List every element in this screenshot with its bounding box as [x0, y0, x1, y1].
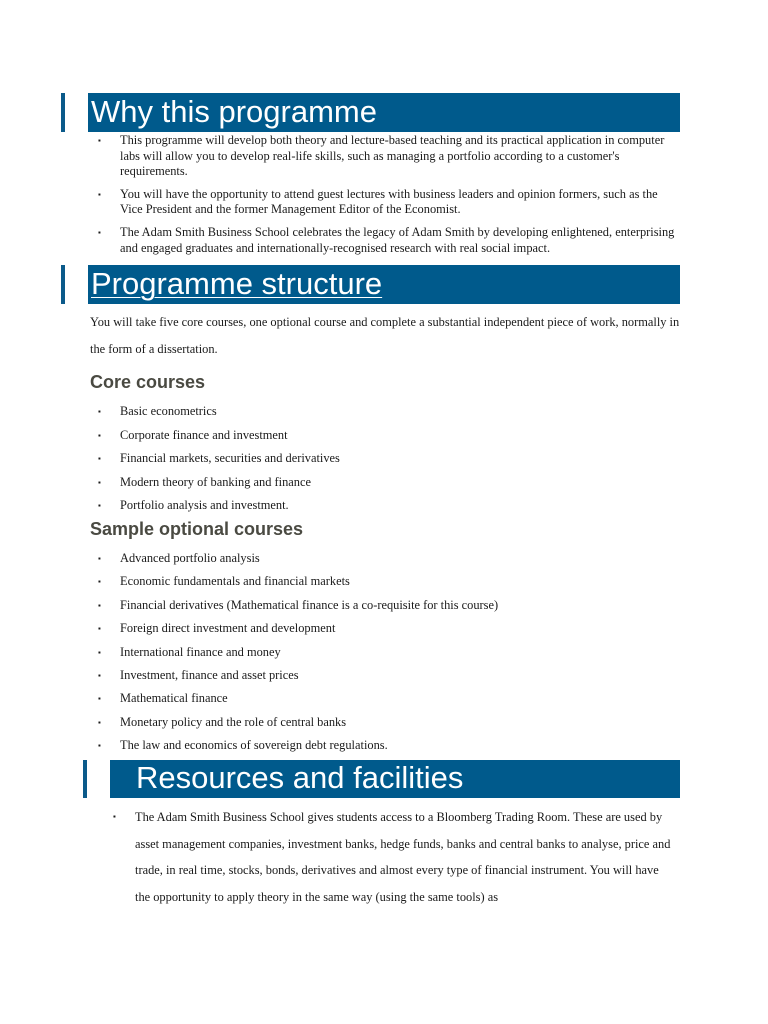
list-item: ▪ The law and economics of sovereign debt regulations. [90, 734, 682, 757]
list-item: ▪ The Adam Smith Business School gives students access to a Bloomberg Trading Room. These are used by asset management companies, investment banks, hedge funds, banks and central banks to analyse, price and trade, in real time, stocks, bonds, derivatives and almost every type of financial instrument. You will have the opportunity to apply theory in the same way (using the same tools) as [105, 804, 675, 910]
bullet-icon: ▪ [98, 624, 101, 634]
list-item: ▪ Advanced portfolio analysis [90, 547, 682, 570]
list-item: ▪ Investment, finance and asset prices [90, 664, 682, 687]
list-item: ▪ You will have the opportunity to attend guest lectures with business leaders and opinion formers, such as the Vice President and the former Management Editor of the Economist. [98, 186, 658, 217]
list-item: ▪ Financial derivatives (Mathematical finance is a co-requisite for this course) [90, 594, 682, 617]
list-item: ▪ Economic fundamentals and financial markets [90, 570, 682, 593]
bullet-icon: ▪ [98, 554, 101, 563]
list-item: ▪ Foreign direct investment and development [90, 617, 682, 640]
bullet-icon: ▪ [98, 501, 101, 510]
list-item: ▪ Financial markets, securities and derivatives [90, 447, 682, 471]
optional-courses-list [90, 547, 682, 758]
structure-intro: You will take five core courses, one optional course and complete a substantial independent piece of work, normally in the form of a dissertation. [90, 315, 680, 356]
section-heading-structure [88, 265, 680, 304]
list-item: ▪ Portfolio analysis and investment. [90, 494, 682, 518]
bullet-icon: ▪ [98, 189, 101, 199]
bullet-icon: ▪ [98, 136, 101, 145]
bullet-icon: ▪ [98, 694, 101, 704]
list-item: ▪ Mathematical finance [90, 687, 682, 710]
bullet-icon: ▪ [98, 577, 101, 587]
list-item: ▪ This programme will develop both theory and lecture-based teaching and its practical application in computer labs will allow you to develop real-life skills, such as managing a portfolio according to a customer's requirements. [98, 133, 665, 179]
bullet-icon: ▪ [98, 430, 101, 440]
list-item: ▪ The Adam Smith Business School celebrates the legacy of Adam Smith by developing enlightened, enterprising and engaged graduates and internationally-recognised research with real social impact. [98, 224, 675, 255]
accent-bar-structure [61, 265, 65, 304]
bullet-icon: ▪ [98, 741, 101, 751]
list-item: ▪ Corporate finance and investment [90, 424, 682, 448]
list-item: ▪ Basic econometrics [90, 400, 682, 424]
list-item: ▪ International finance and money [90, 641, 682, 664]
why-bullet-list [90, 133, 682, 256]
bullet-icon: ▪ [98, 717, 101, 727]
bullet-icon: ▪ [98, 227, 101, 237]
optional-courses-heading: Sample optional courses [90, 519, 304, 539]
section-heading-resources [110, 760, 680, 798]
section-heading-resources-text: Resources and facilities [136, 760, 464, 795]
accent-bar-resources [83, 760, 87, 798]
bullet-icon: ▪ [98, 671, 101, 681]
bullet-icon: ▪ [98, 647, 101, 657]
resources-bullet-list [105, 804, 675, 910]
list-item: ▪ Monetary policy and the role of central banks [90, 711, 682, 734]
bullet-icon: ▪ [98, 454, 101, 463]
bullet-icon: ▪ [98, 407, 101, 416]
section-heading-why-text: Why this programme [91, 94, 377, 129]
core-courses-heading: Core courses [90, 372, 206, 392]
section-heading-structure-text: Programme structure [91, 266, 383, 301]
accent-bar-why [61, 93, 65, 132]
core-courses-list [90, 400, 682, 518]
section-heading-why [88, 93, 680, 132]
bullet-icon: ▪ [113, 812, 116, 821]
bullet-icon: ▪ [98, 600, 101, 610]
bullet-icon: ▪ [98, 477, 101, 487]
list-item: ▪ Modern theory of banking and finance [90, 471, 682, 495]
